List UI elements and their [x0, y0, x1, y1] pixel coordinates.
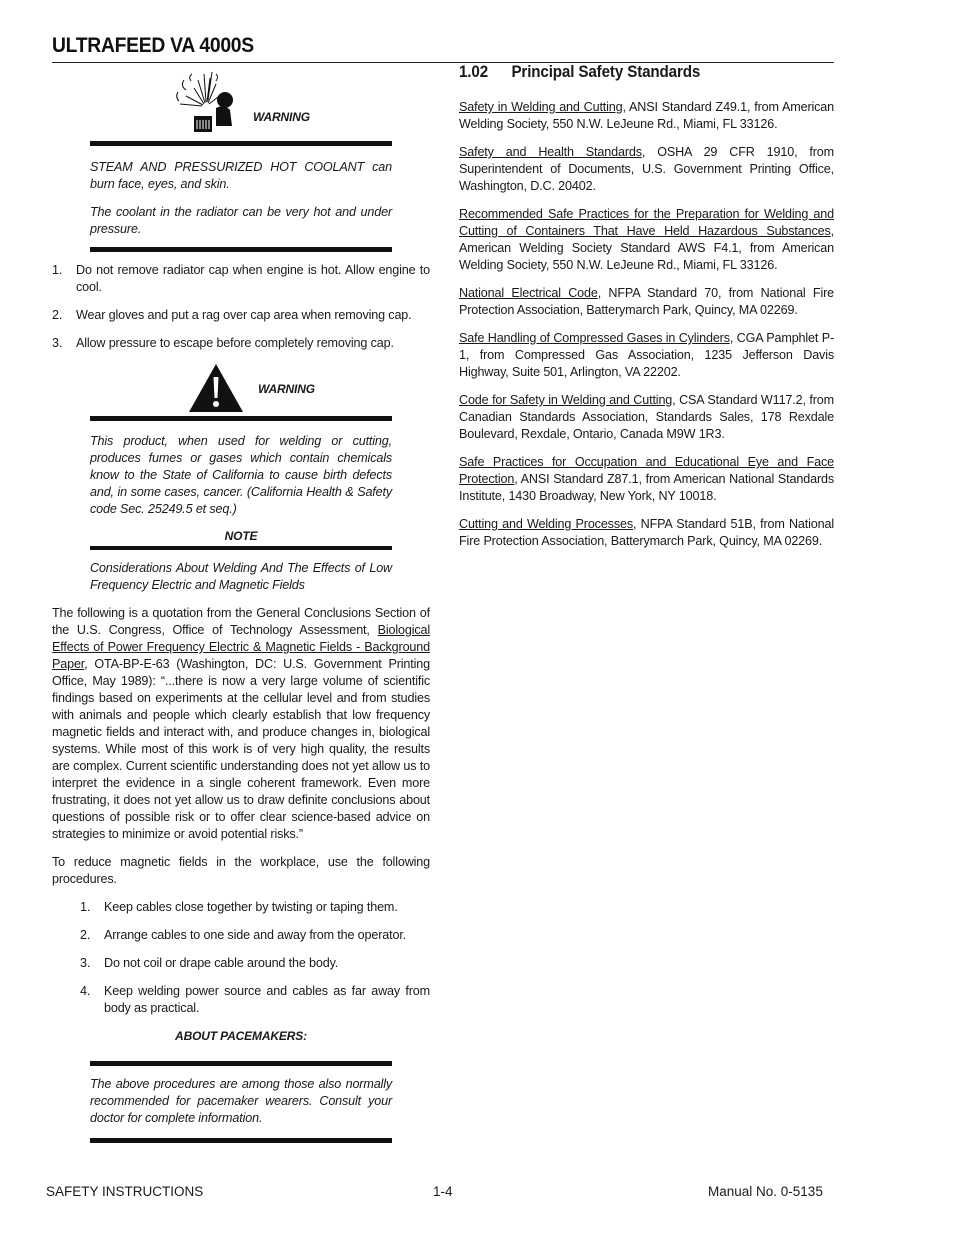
section-heading: [459, 64, 804, 81]
note-rule: [90, 546, 392, 550]
magnetic-field-procedures: [52, 899, 430, 1017]
steam-spray-icon: [172, 70, 238, 134]
reference-item: Cutting and Welding Processes, NFPA Standard 51B, from National Fire Protection Association, Batterymarch Park, Quincy, MA 02269.: [459, 517, 834, 548]
reference-item: Safe Practices for Occupation and Educational Eye and Face Protection, ANSI Standard Z87.1, from American National Standards Institute, 1430 Broadway, New York, NY 10018.: [459, 455, 834, 503]
reference-item: Safety in Welding and Cutting, ANSI Standard Z49.1, from American Welding Society, 550 N.W. LeJeune Rd., Miami, FL 33126.: [459, 100, 834, 131]
warning-steam-paragraph-1: STEAM AND PRESSURIZED HOT COOLANT can burn face, eyes, and skin.: [90, 160, 392, 191]
section-number: 1.02: [459, 63, 488, 81]
warning-steam-paragraph-2: The coolant in the radiator can be very hot and under pressure.: [90, 205, 392, 236]
note-label: NOTE: [224, 529, 258, 543]
pacemakers-text: [90, 1076, 392, 1127]
pacemakers-label: ABOUT PACEMAKERS:: [175, 1029, 307, 1043]
reference-item: Code for Safety in Welding and Cutting, CSA Standard W117.2, from Canadian Standards Association, Standards Sales, 178 Rexdale Boulevard, Rexdale, Ontario, Canada M9W 1R3.: [459, 393, 834, 441]
reference-item: Safety and Health Standards, OSHA 29 CFR 1910, from Superintendent of Documents, U.S. Government Printing Office, Washington, D.C. 20402.: [459, 145, 835, 193]
ota-quotation: The following is a quotation from the General Conclusions Section of the U.S. Congress, Office of Technology Assessment, Biological Effects of Power Frequency Electric & Magnetic Fields - Background Paper, OTA-BP-E-63 (Washington, DC: U.S. Government Printing Office, May 1989): “...there is now a very large volume of scientific findings based on experiments at the cellular level and from studies with animals and people which clearly establish that low frequency magnetic fields and interact with, and produce changes in, biological systems. While most of this work is of very high quality, the results are complex. Current scientific understanding does not yet allow us to interpret the evidence in a single coherent framework. Even more frustrating, it does not yet allow us to draw definite conclusions about questions of possible risk or to offer clear science-based advice on strategies to minimize or avoid potential risks.”: [52, 606, 430, 841]
warning-top-rule: [90, 141, 392, 146]
reference-title: National Electrical Code: [459, 286, 598, 300]
exclamation-triangle-icon: [188, 363, 244, 413]
list-item: 4. Keep welding power source and cables as far away from body as practical.: [80, 984, 430, 1015]
warning-label-california: WARNING: [258, 382, 315, 396]
note-text: [90, 560, 392, 594]
warning-label-steam: WARNING: [253, 110, 310, 124]
reference-title: Code for Safety in Welding and Cutting: [459, 393, 673, 407]
reference-title: Safety and Health Standards: [459, 145, 642, 159]
list-item: 1. Keep cables close together by twisting or taping them.: [80, 900, 398, 914]
list-item: 1. Do not remove radiator cap when engine is hot. Allow engine to cool.: [52, 263, 430, 294]
reduce-fields-intro: To reduce magnetic fields in the workplace, use the following procedures.: [52, 855, 430, 886]
page-header-title: ULTRAFEED VA 4000S: [52, 34, 254, 57]
left-column: [52, 70, 430, 1143]
pacemakers-bottom-rule: [90, 1138, 392, 1143]
warning-top-rule: [90, 416, 392, 421]
warning-california-paragraph: This product, when used for welding or cutting, produces fumes or gases which contain chemicals know to the State of California to cause birth defects and, in some cases, cancer. (California Health & Safety code Sec. 25249.5 et seq.): [90, 434, 392, 516]
note-paragraph: Considerations About Welding And The Effects of Low Frequency Electric and Magnetic Fields: [90, 561, 392, 592]
list-item: 3. Allow pressure to escape before completely removing cap.: [52, 336, 394, 350]
list-item: 3. Do not coil or drape cable around the body.: [80, 956, 339, 970]
warning-california-header: [52, 363, 430, 416]
reference-item: National Electrical Code, NFPA Standard 70, from National Fire Protection Association, Batterymarch Park, Quincy, MA 02269.: [459, 286, 834, 317]
warning-steam-text: [90, 159, 392, 238]
list-item: 2. Arrange cables to one side and away from the operator.: [80, 928, 407, 942]
ota-paper-title: Biological Effects of Power Frequency Electric & Magnetic Fields - Background Paper: [52, 623, 430, 671]
warning-california-text: [90, 433, 392, 518]
footer-manual-number: Manual No. 0-5135: [708, 1184, 823, 1199]
header-rule: [52, 62, 834, 63]
section-title: Principal Safety Standards: [511, 63, 701, 81]
footer-section-name: SAFETY INSTRUCTIONS: [46, 1184, 204, 1199]
pacemakers-paragraph: The above procedures are among those also normally recommended for pacemaker wearers. Consult your doctor for complete information.: [90, 1077, 392, 1125]
reference-item: Safe Handling of Compressed Gases in Cylinders, CGA Pamphlet P-1, from Compressed Gas Association, 1235 Jefferson Davis Highway, Suite 501, Arlington, VA 22202.: [459, 331, 834, 379]
list-item: 2. Wear gloves and put a rag over cap area when removing cap.: [52, 308, 412, 322]
coolant-steps: [52, 262, 430, 352]
right-column: [459, 64, 834, 561]
reference-title: Safe Handling of Compressed Gases in Cylinders: [459, 331, 730, 345]
reference-item: Recommended Safe Practices for the Preparation for Welding and Cutting of Containers That Have Held Hazardous Substances, American Welding Society Standard AWS F4.1, from American Welding Society, 550 N.W. LeJeune Rd., Miami, FL 33126.: [459, 207, 834, 272]
footer-page-number: 1-4: [433, 1184, 453, 1199]
pacemakers-top-rule: [90, 1061, 392, 1066]
reference-title: Safety in Welding and Cutting: [459, 100, 623, 114]
warning-bottom-rule: [90, 247, 392, 252]
reference-title: Recommended Safe Practices for the Preparation for Welding and Cutting of Containers That Have Held Hazardous Substances: [459, 207, 834, 238]
reference-title: Safe Practices for Occupation and Educational Eye and Face Protection: [459, 455, 834, 486]
warning-steam-header: [52, 70, 430, 138]
reference-title: Cutting and Welding Processes: [459, 517, 633, 531]
